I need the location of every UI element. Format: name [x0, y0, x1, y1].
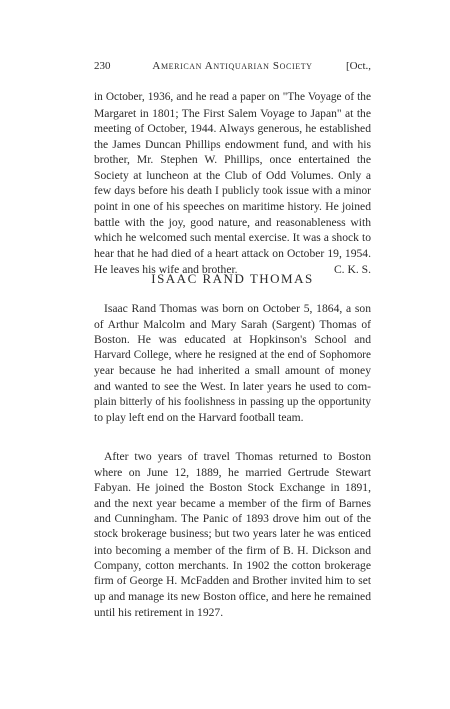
text-line: meeting of October, 1944. Always generous, he established: [94, 122, 371, 136]
text-line: Margaret in 1801; The First Salem Voyage to Japan" at the: [94, 106, 371, 120]
text-line: year because he had inherited a small amount of money: [94, 364, 371, 378]
text-line: into becoming a member of the firm of B. H. Dickson and: [94, 543, 371, 557]
text-line: battle with the joy, good nature, and reasonableness with: [94, 215, 371, 229]
memoir-paragraph-2: [94, 449, 371, 621]
text-line: where on June 12, 1889, he married Gertrude Stewart: [94, 465, 371, 479]
running-head: [94, 58, 371, 74]
text-line: to play left end on the Harvard football team.: [94, 411, 304, 425]
text-line: the James Duncan Phillips endowment fund, and with his: [94, 137, 371, 151]
text-line: which he welcomed such mental exercise. It was a shock to: [94, 231, 371, 245]
closing-text: He leaves his wife and brother.: [94, 262, 238, 276]
text-line: and the next year became a member of the firm of Barnes: [94, 496, 371, 510]
page-number: 230: [94, 60, 111, 72]
text-line: Society at luncheon at the Club of Odd Volumes. Only a: [94, 168, 371, 182]
text-line: Harvard College, where he resigned at the end of Sophomore: [94, 348, 371, 361]
text-line: brother, Mr. Stephen W. Phillips, once entertained the: [94, 153, 371, 167]
text-line: hear that he had died of a heart attack on October 19, 1954.: [94, 246, 371, 260]
text-line: After two years of travel Thomas returned to Boston: [104, 450, 371, 463]
text-line: Boston. He was educated at Hopkinson's School and: [94, 333, 371, 347]
text-line: of Arthur Malcolm and Mary Sarah (Sargent) Thomas of: [94, 317, 371, 331]
text-line: Isaac Rand Thomas was born on October 5, 1864, a son: [104, 302, 371, 315]
memoir-heading: ISAAC RAND THOMAS: [151, 271, 314, 286]
issue-date: [Oct.,: [345, 60, 371, 72]
text-line: up and manage its new Boston office, and here he remained: [94, 590, 371, 604]
text-line: Fabyan. He joined the Boston Stock Exchange in 1891,: [94, 481, 371, 495]
text-line: Company, cotton merchants. In 1902 the cotton brokerage: [94, 559, 371, 573]
text-line: point in one of his speeches on maritime history. He joined: [94, 200, 371, 214]
text-line: stock brokerage business; but two years later he was enticed: [94, 527, 371, 540]
text-line: few days before his death I publicly took issue with a minor: [94, 184, 371, 197]
text-line: until his retirement in 1927.: [94, 605, 224, 619]
text-line: in October, 1936, and he read a paper on "The Voyage of the: [94, 91, 371, 103]
memoir-paragraph-1: [94, 301, 371, 426]
text-line: and wanted to see the West. In later years he used to com-: [94, 379, 371, 393]
text-line: plain bitterly of his foolishness in passing up the opportunity: [94, 395, 371, 408]
journal-title: American Antiquarian Society: [152, 60, 313, 72]
preceding-memoir-paragraph: [94, 90, 371, 277]
author-signature: C. K. S.: [333, 262, 371, 276]
text-line: firm of George H. McFadden and Brother invited him to set: [94, 574, 371, 587]
text-line: and Cunningham. The Panic of 1893 drove him out of the: [94, 512, 371, 526]
